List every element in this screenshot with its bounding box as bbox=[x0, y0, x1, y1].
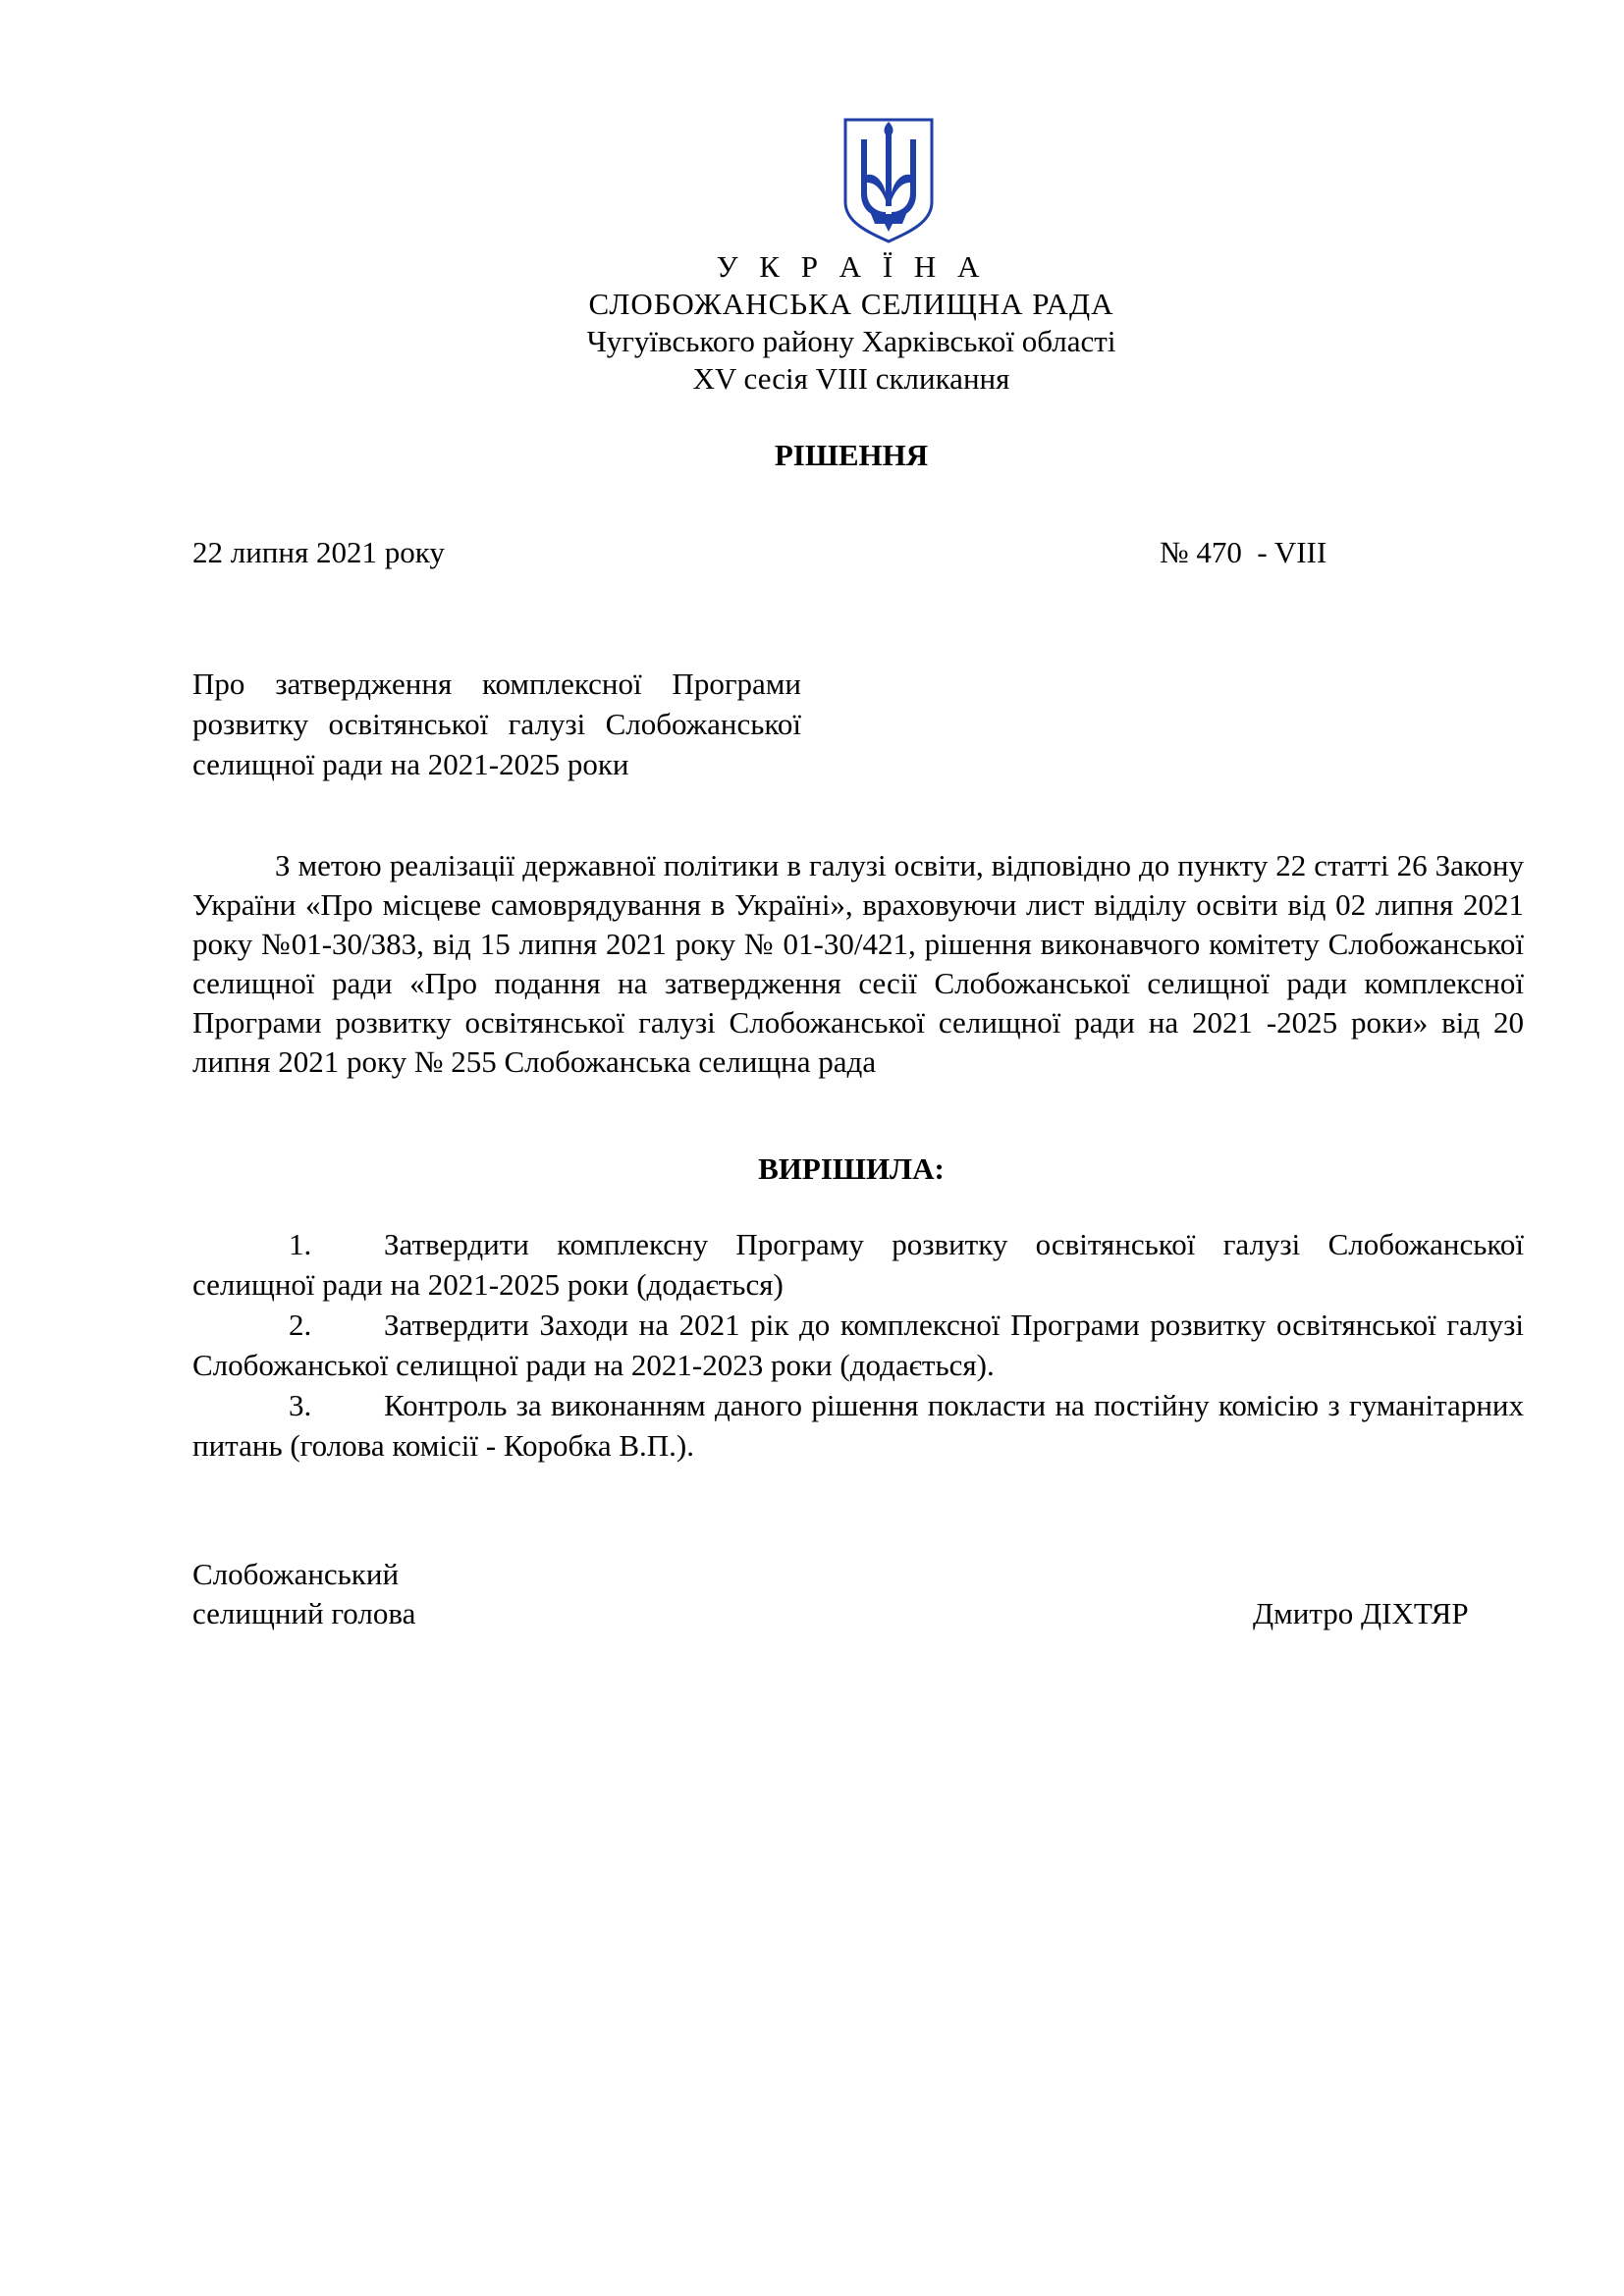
signatory-name: Дмитро ДІХТЯР bbox=[1253, 1596, 1469, 1630]
header-session: XV сесія VIII скликання bbox=[692, 361, 1010, 396]
item-number: 1. bbox=[289, 1227, 312, 1261]
header-district: Чугуївського району Харківської області bbox=[586, 324, 1116, 358]
resolution-item-2 bbox=[192, 1305, 1524, 1385]
document-title: РІШЕННЯ bbox=[774, 438, 929, 472]
header-council: СЛОБОЖАНСЬКА СЕЛИЩНА РАДА bbox=[588, 287, 1114, 321]
coat-of-arms-icon bbox=[841, 116, 936, 245]
item-number: 3. bbox=[289, 1388, 312, 1422]
item-text: Контроль за виконанням даного рішення покласти на постійну комісію з гуманітарних питань (голова комісії - Коробка В.П.). bbox=[192, 1388, 1524, 1463]
header-country: У К Р А Ї Н А bbox=[716, 249, 987, 284]
signatory-title-line-2: селищний голова bbox=[192, 1596, 416, 1630]
document-preamble: З метою реалізації державної політики в галузі освіти, відповідно до пункту 22 статті 26 Закону України «Про місцеве самоврядування в Україні», враховуючи лист відділу освіти від 02 липня 2021 року №01-30/383, від 15 липня 2021 року № 01-30/421, рішення виконавчого комітету Слобожанської селищної ради «Про подання на затвердження сесії Слобожанської селищної ради комплексної Програми розвитку освітянської галузі Слобожанської селищної ради на 2021 -2025 роки» від 20 липня 2021 року № 255 Слобожанська селищна рада bbox=[192, 848, 1524, 1079]
resolution-item-1 bbox=[192, 1224, 1524, 1305]
item-text: Затвердити комплексну Програму розвитку освітянської галузі Слобожанської селищної ради на 2021-2025 роки (додається) bbox=[192, 1227, 1524, 1302]
item-text: Затвердити Заходи на 2021 рік до комплексної Програми розвитку освітянської галузі Слобожанської селищної ради на 2021-2023 роки (додається). bbox=[192, 1308, 1524, 1382]
item-number: 2. bbox=[289, 1308, 312, 1342]
signatory-title bbox=[192, 1555, 415, 1633]
document-date: 22 липня 2021 року bbox=[192, 535, 445, 569]
signatory-title-line-1: Слобожанський bbox=[192, 1557, 400, 1591]
document-subject: Про затвердження комплексної Програми розвитку освітянської галузі Слобожанської селищної ради на 2021-2025 роки bbox=[192, 667, 801, 781]
resolution-items bbox=[192, 1224, 1524, 1466]
resolution-item-3 bbox=[192, 1385, 1524, 1466]
document-number: № 470 - VIII bbox=[1160, 535, 1327, 569]
resolved-heading: ВИРІШИЛА: bbox=[758, 1151, 945, 1186]
